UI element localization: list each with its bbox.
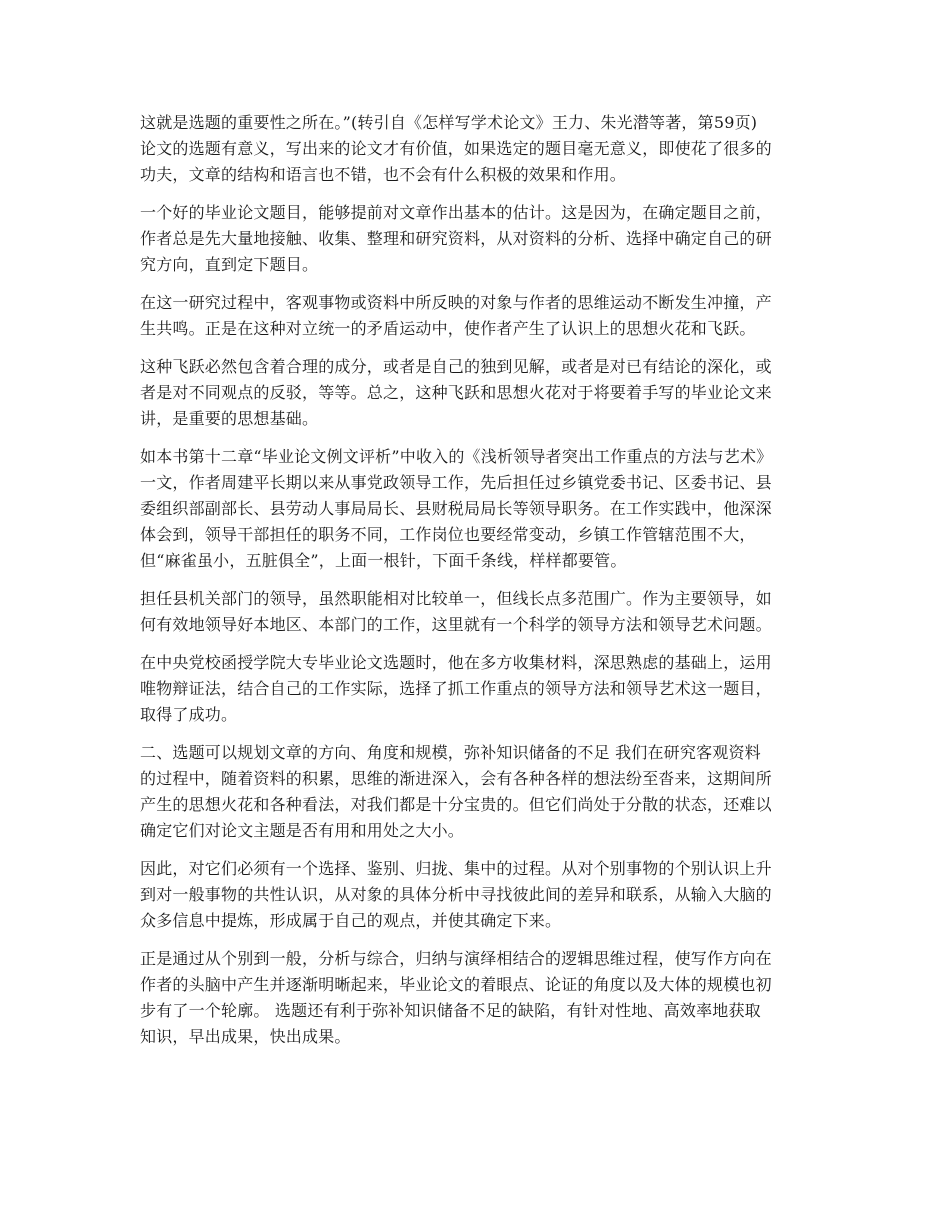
text-line: 生共鸣。正是在这种对立统一的矛盾运动中，使作者产生了认识上的思想火花和飞跃。 xyxy=(140,319,756,338)
text-line: 的过程中，随着资料的积累，思维的渐进深入，会有各种各样的想法纷至沓来，这期间所 xyxy=(140,769,772,788)
text-line: 论文的选题有意义，写出来的论文才有价值，如果选定的题目毫无意义，即使花了很多的 xyxy=(140,139,772,158)
text-line: 二、选题可以规划文章的方向、角度和规模，弥补知识储备的不足 我们在研究客观资料 xyxy=(140,743,761,762)
text-line: 何有效地领导好本地区、本部门的工作，这里就有一个科学的领导方法和领导艺术问题。 xyxy=(140,615,772,634)
paragraph xyxy=(140,586,812,638)
text-line: 一文，作者周建平长期以来从事党政领导工作，先后担任过乡镇党委书记、区委书记、县 xyxy=(140,473,772,492)
text-line: 因此，对它们必须有一个选择、鉴别、归拢、集中的过程。从对个别事物的个别认识上升 xyxy=(140,859,772,878)
paragraph xyxy=(140,110,812,188)
text-line: 委组织部副部长、县劳动人事局局长、县财税局局长等领导职务。在工作实践中，他深深 xyxy=(140,499,772,518)
text-line: 步有了一个轮廓。 选题还有利于弥补知识储备不足的缺陷，有针对性地、高效率地获取 xyxy=(140,1001,761,1020)
document-body xyxy=(140,110,812,1062)
text-line: 作者总是先大量地接触、收集、整理和研究资料，从对资料的分析、选择中确定自己的研 xyxy=(140,229,772,248)
text-line: 这种飞跃必然包含着合理的成分，或者是自己的独到见解，或者是对已有结论的深化，或 xyxy=(140,357,772,376)
paragraph xyxy=(140,946,812,1050)
text-line: 但“麻雀虽小，五脏俱全”，上面一根针，下面千条线，样样都要管。 xyxy=(140,551,627,570)
text-line: 在中央党校函授学院大专毕业论文选题时，他在多方收集材料，深思熟虑的基础上，运用 xyxy=(140,653,772,672)
text-line: 者是对不同观点的反驳，等等。总之，这种飞跃和思想火花对于将要着手写的毕业论文来 xyxy=(140,383,772,402)
text-line: 确定它们对论文主题是否有用和用处之大小。 xyxy=(140,821,465,840)
text-line: 如本书第十二章“毕业论文例文评析”中收入的《浅析领导者突出工作重点的方法与艺术》 xyxy=(140,447,773,466)
text-line: 在这一研究过程中，客观事物或资料中所反映的对象与作者的思维运动不断发生冲撞，产 xyxy=(140,293,772,312)
paragraph xyxy=(140,354,812,432)
text-line: 知识，早出成果，快出成果。 xyxy=(140,1027,351,1046)
paragraph xyxy=(140,290,812,342)
text-line: 这就是选题的重要性之所在。”(转引自《怎样写学术论文》王力、朱光潜等著，第59页) xyxy=(140,113,758,132)
text-line: 功夫，文章的结构和语言也不错，也不会有什么积极的效果和作用。 xyxy=(140,165,627,184)
text-line: 产生的思想火花和各种看法，对我们都是十分宝贵的。但它们尚处于分散的状态，还难以 xyxy=(140,795,772,814)
text-line: 究方向，直到定下题目。 xyxy=(140,255,319,274)
text-line: 众多信息中提炼，形成属于自己的观点，并使其确定下来。 xyxy=(140,911,562,930)
paragraph xyxy=(140,856,812,934)
paragraph xyxy=(140,200,812,278)
text-line: 担任县机关部门的领导，虽然职能相对比较单一，但线长点多范围广。作为主要领导，如 xyxy=(140,589,772,608)
text-line: 正是通过从个别到一般，分析与综合，归纳与演绎相结合的逻辑思维过程，使写作方向在 xyxy=(140,949,772,968)
text-line: 取得了成功。 xyxy=(140,705,238,724)
text-line: 一个好的毕业论文题目，能够提前对文章作出基本的估计。这是因为，在确定题目之前， xyxy=(140,203,772,222)
paragraph xyxy=(140,444,812,574)
text-line: 讲，是重要的思想基础。 xyxy=(140,409,319,428)
text-line: 到对一般事物的共性认识，从对象的具体分析中寻找彼此间的差异和联系，从输入大脑的 xyxy=(140,885,772,904)
text-line: 唯物辩证法，结合自己的工作实际，选择了抓工作重点的领导方法和领导艺术这一题目， xyxy=(140,679,772,698)
text-line: 作者的头脑中产生并逐渐明晰起来，毕业论文的着眼点、论证的角度以及大体的规模也初 xyxy=(140,975,772,994)
text-line: 体会到，领导干部担任的职务不同，工作岗位也要经常变动，乡镇工作管辖范围不大， xyxy=(140,525,756,544)
paragraph xyxy=(140,650,812,728)
paragraph xyxy=(140,740,812,844)
